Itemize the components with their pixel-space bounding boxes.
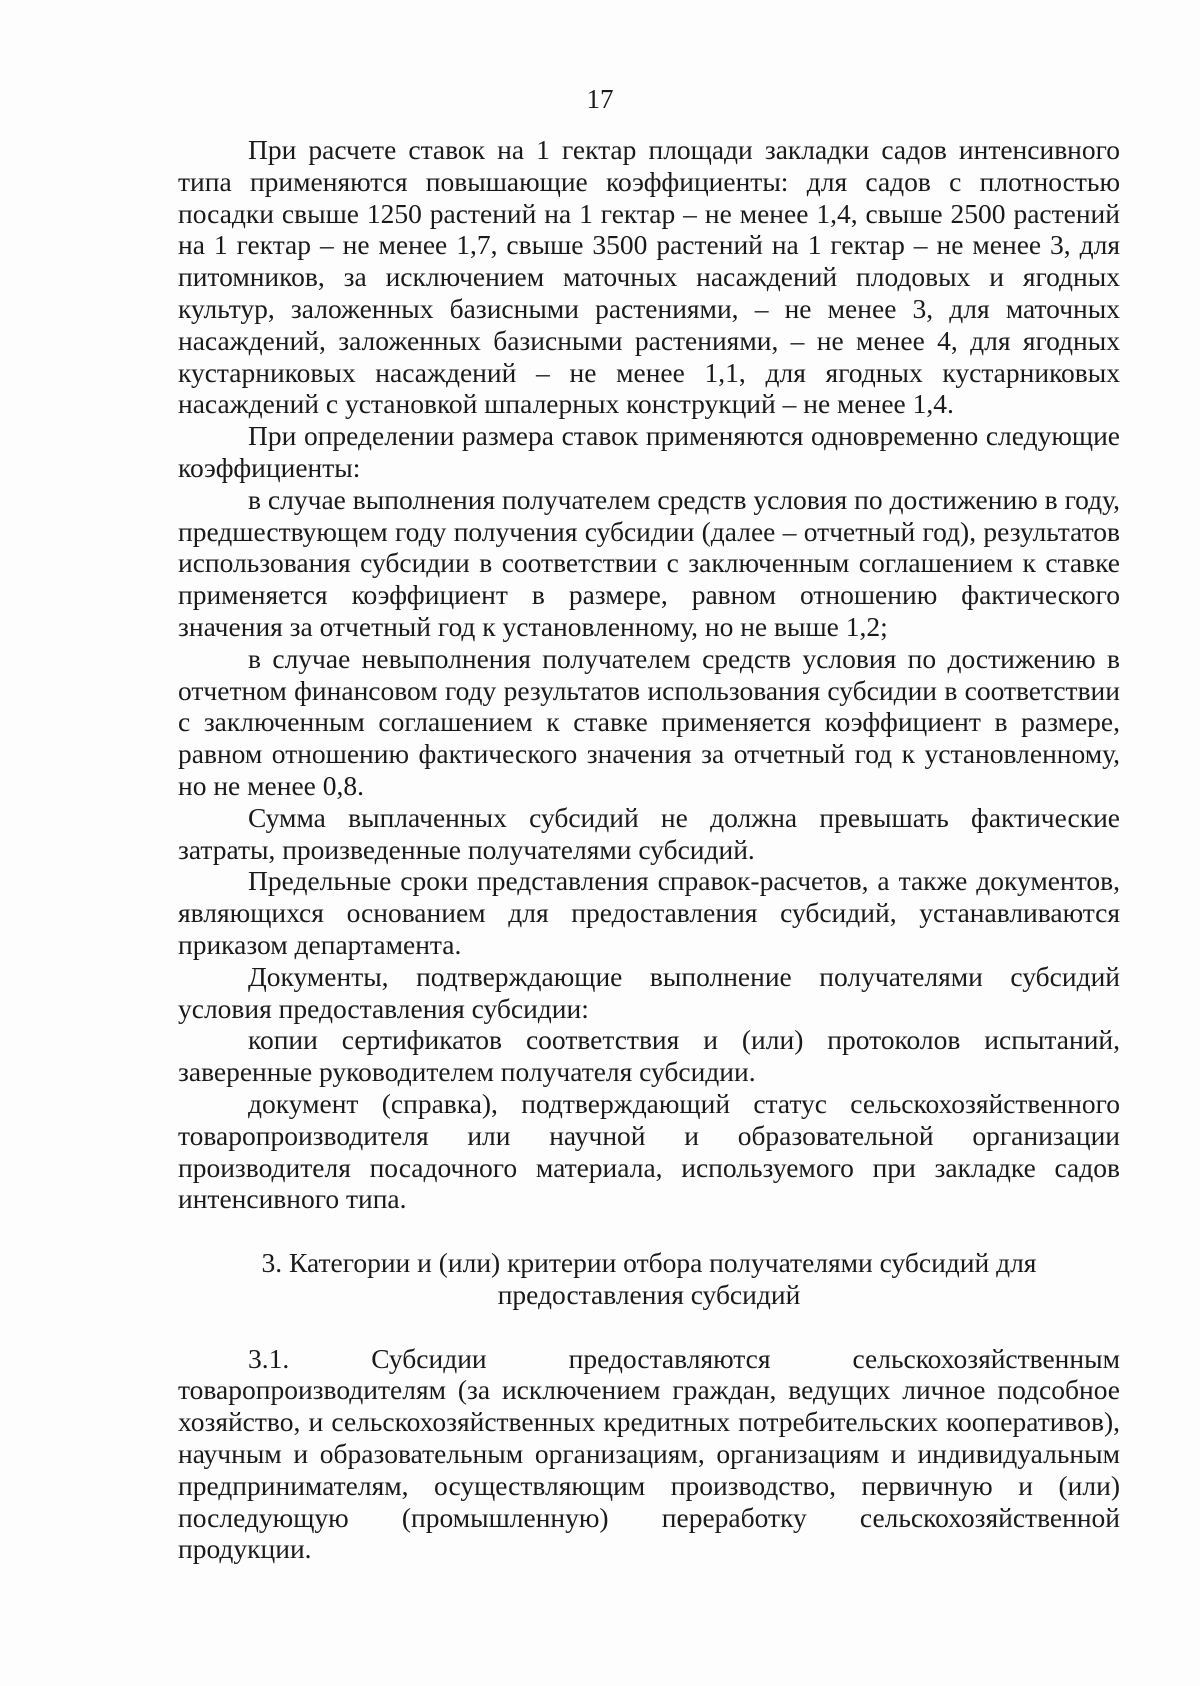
- paragraph-simultaneous-coefficients: При определении размера ставок применяются одновременно следующие коэффициенты:: [178, 420, 1120, 483]
- paragraph-3-1: 3.1. Субсидии предоставляются сельскохозяйственным товаропроизводителям (за исключением граждан, ведущих личное подсобное хозяйство, и сельскохозяйственных кредитных потребительских кооперативов), научным и образовательным организациям, организациям и индивидуальным предпринимателям, осуществляющим производство, первичную и (или) последующую (промышленную) переработку сельскохозяйственной продукции.: [178, 1342, 1120, 1565]
- section-heading: [178, 1247, 1120, 1311]
- section-heading-line-2: предоставления субсидий: [497, 1278, 801, 1310]
- section-heading-line-1: 3. Категории и (или) критерии отбора получателями субсидий для: [261, 1247, 1037, 1279]
- paragraph-certificate-copies: копии сертификатов соответствия и (или) протоколов испытаний, заверенные руководителем получателя субсидии.: [178, 1024, 1120, 1088]
- paragraph-deadlines: Предельные сроки представления справок-расчетов, а также документов, являющихся основанием для предоставления субсидий, устанавливаются приказом департамента.: [178, 865, 1120, 960]
- paragraph-documents-intro: Документы, подтверждающие выполнение получателями субсидий условия предоставления субсидии:: [178, 960, 1120, 1024]
- paragraph-subsidy-limit: Сумма выплаченных субсидий не должна превышать фактические затраты, произведенные получателями субсидий.: [178, 801, 1120, 865]
- page-number: 17: [586, 84, 614, 114]
- paragraph-non-fulfillment-case: в случае невыполнения получателем средств условия по достижению в отчетном финансовом году результатов использования субсидии в соответствии с заключенным соглашением к ставке применяется коэффициент в размере, равном отношению фактического значения за отчетный год к установленному, но не менее 0,8.: [178, 642, 1120, 801]
- paragraph-status-document: документ (справка), подтверждающий статус сельскохозяйственного товаропроизводителя или научной и образовательной организации производителя посадочного материала, используемого при закладке садов интенсивного типа.: [178, 1087, 1120, 1215]
- paragraph-coefficients-intensive-gardens: При расчете ставок на 1 гектар площади закладки садов интенсивного типа применяются повышающие коэффициенты: для садов с плотностью посадки свыше 1250 растений на 1 гектар – не менее 1,4, свыше 2500 растений на 1 гектар – не менее 1,7, свыше 3500 растений на 1 гектар – не менее 3, для питомников, за исключением маточных насаждений плодовых и ягодных культур, заложенных базисными растениями, – не менее 3, для маточных насаждений, заложенных базисными растениями, – не менее 4, для ягодных кустарниковых насаждений – не менее 1,1, для ягодных кустарниковых насаждений с установкой шпалерных конструкций – не менее 1,4.: [178, 134, 1120, 420]
- paragraph-fulfillment-case: в случае выполнения получателем средств условия по достижению в году, предшествующем году получения субсидии (далее – отчетный год), результатов использования субсидии в соответствии с заключенным соглашением к ставке применяется коэффициент в размере, равном отношению фактического значения за отчетный год к установленному, но не выше 1,2;: [178, 483, 1120, 642]
- document-body: [178, 134, 1120, 1565]
